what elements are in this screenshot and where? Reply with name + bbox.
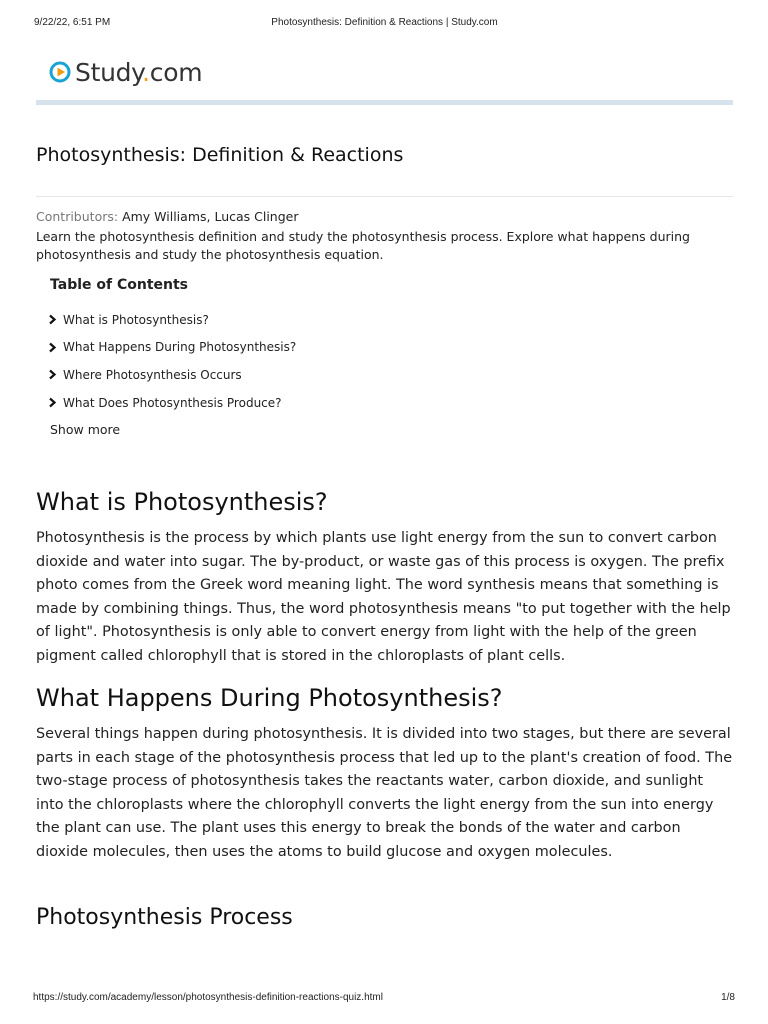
logo-text — [75, 58, 202, 87]
table-of-contents — [48, 310, 296, 421]
logo-text-suffix: com — [149, 57, 203, 87]
toc-item-label: What Does Photosynthesis Produce? — [63, 395, 282, 410]
toc-item-what-is-photosynthesis[interactable] — [48, 310, 296, 329]
chevron-right-icon — [48, 342, 57, 353]
page-number: 1/8 — [721, 992, 735, 1003]
toc-item-label: What is Photosynthesis? — [63, 312, 209, 327]
logo-text-dot: . — [142, 57, 150, 87]
section-heading-what-happens: What Happens During Photosynthesis? — [36, 684, 503, 712]
print-header — [34, 17, 735, 31]
toc-item-what-happens[interactable] — [48, 338, 296, 357]
section-body-what-is: Photosynthesis is the process by which plants use light energy from the sun to convert carbon dioxide and water into sugar. The by-product, or waste gas of this process is oxygen. The prefix photo comes from the Greek word meaning light. The word synthesis means that something is made by combining things. Thus, the word photosynthesis means "to put together with the help of light". Photosynthesis is only able to convert energy from light with the help of the green pigment called chlorophyll that is stored in the chloroplasts of plant cells. — [36, 530, 731, 664]
logo-text-main: Study — [75, 57, 143, 87]
chevron-right-icon — [48, 397, 57, 408]
section-body-what-happens: Several things happen during photosynthesis. It is divided into two stages, but there are several parts in each stage of the photosynthesis process that led up to the plant's creation of food. The two-stage process of photosynthesis takes the reactants water, carbon dioxide, and sunlight into the chloroplasts where the chlorophyll converts the light energy from the sun into energy the plant can use. The plant uses this energy to break the bonds of the water and carbon dioxide molecules, then uses the atoms to build glucose and oxygen molecules. — [36, 726, 733, 860]
section-heading-process: Photosynthesis Process — [36, 905, 293, 930]
print-footer — [33, 992, 735, 1006]
show-more-link[interactable]: Show more — [50, 422, 121, 437]
chevron-right-icon — [48, 314, 57, 325]
study-com-logo[interactable] — [49, 56, 202, 88]
toc-item-where-occurs[interactable] — [48, 365, 296, 384]
toc-item-what-produce[interactable] — [48, 393, 296, 412]
header-divider — [36, 100, 733, 105]
title-divider — [36, 196, 733, 197]
toc-item-label: Where Photosynthesis Occurs — [63, 367, 242, 382]
toc-item-label: What Happens During Photosynthesis? — [63, 340, 297, 355]
play-circle-icon — [49, 61, 71, 83]
article-summary: Learn the photosynthesis definition and study the photosynthesis process. Explore what happens during photosynthesis and study the photosynthesis equation. — [36, 229, 690, 262]
section-heading-what-is: What is Photosynthesis? — [36, 488, 328, 516]
contributors-names: Amy Williams, Lucas Clinger — [122, 209, 299, 224]
toc-title: Table of Contents — [50, 277, 189, 293]
print-page-title: Photosynthesis: Definition & Reactions | Study.com — [271, 17, 498, 28]
page-title: Photosynthesis: Definition & Reactions — [36, 144, 404, 166]
contributors-label: Contributors: — [36, 209, 119, 224]
chevron-right-icon — [48, 369, 57, 380]
print-date: 9/22/22, 6:51 PM — [34, 17, 111, 28]
contributors-line — [36, 208, 299, 226]
print-url: https://study.com/academy/lesson/photosynthesis-definition-reactions-quiz.html — [33, 992, 383, 1003]
